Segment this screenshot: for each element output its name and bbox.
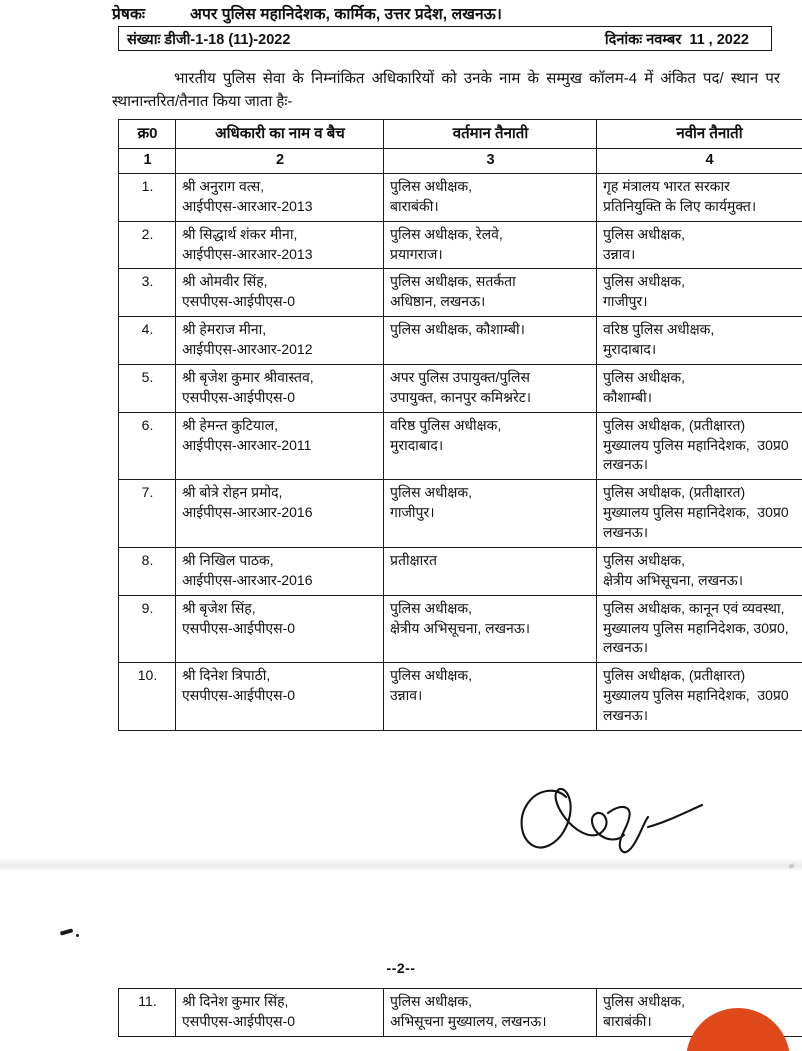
- cell-line: एसपीएस-आईपीएस-0: [182, 388, 296, 405]
- artifact-dot: [76, 934, 79, 937]
- table-row: [119, 173, 802, 221]
- cell-line: पुलिस अधीक्षक, कानून एवं व्यवस्था,: [603, 599, 785, 616]
- cell-line: पुलिस अधीक्षक, कौशाम्बी।: [390, 321, 525, 338]
- cell-line: मुख्यालय पुलिस महानिदेशक, उ0प्र0: [603, 687, 789, 704]
- cell-line: उपायुक्त, कानपुर कमिश्नरेट।: [390, 388, 532, 405]
- cell-line: आईपीएस-आरआर-2013: [182, 245, 313, 262]
- cell-officer-name-batch: [176, 173, 384, 221]
- cell-line: गाजीपुर।: [390, 504, 435, 521]
- table-row: [119, 412, 802, 480]
- cell-line: श्री अनुराग वत्स,: [182, 177, 265, 194]
- cell-line: श्री बृजेश सिंह,: [182, 599, 256, 616]
- cell-line: पुलिस अधीक्षक, (प्रतीक्षारत): [603, 484, 746, 501]
- column-number-2: 2: [176, 149, 384, 174]
- cell-current-posting: [384, 547, 597, 595]
- cell-new-posting: [597, 547, 802, 595]
- cell-serial-number: 8.: [119, 547, 176, 595]
- cell-current-posting: [384, 317, 597, 365]
- cell-new-posting: [597, 412, 802, 480]
- cell-line: मुरादाबाद।: [603, 341, 657, 357]
- cell-line: प्रतीक्षारत: [390, 551, 437, 568]
- cell-line: पुलिस अधीक्षक,: [603, 993, 686, 1009]
- signature-stroke: [512, 779, 748, 865]
- cell-new-posting: [597, 173, 802, 221]
- cell-line: श्री दिनेश त्रिपाठी,: [182, 667, 271, 684]
- artifact-dash: [60, 928, 73, 935]
- cell-line: लखनऊ।: [603, 707, 649, 723]
- cell-line: आईपीएस-आरआर-2016: [182, 504, 313, 521]
- page-break-separator: [0, 858, 802, 872]
- cell-line: कौशाम्बी।: [603, 388, 652, 405]
- cell-line: आईपीएस-आरआर-2016: [182, 571, 313, 588]
- table-header-row: [119, 120, 802, 149]
- cell-line: प्रतिनियुक्ति के लिए कार्यमुक्त।: [603, 197, 757, 214]
- column-number-1: 1: [119, 149, 176, 174]
- cell-officer-name-batch: [176, 412, 384, 480]
- cell-line: अभिसूचना मुख्यालय, लखनऊ।: [390, 1012, 547, 1029]
- table-column-number-row: [119, 149, 802, 174]
- cell-line: पुलिस अधीक्षक,: [390, 484, 473, 501]
- cell-new-posting: [597, 480, 802, 548]
- cell-current-posting: [384, 595, 597, 663]
- cell-current-posting: [384, 412, 597, 480]
- cell-line: श्री बृजेश कुमार श्रीवास्तव,: [182, 368, 314, 385]
- cell-new-posting: [597, 269, 802, 317]
- cell-officer-name-batch: [176, 480, 384, 548]
- cell-officer-name-batch: [176, 317, 384, 365]
- cell-line: प्रयागराज।: [390, 245, 443, 262]
- cell-line: आईपीएस-आरआर-2013: [182, 197, 313, 214]
- cell-line: मुख्यालय पुलिस महानिदेशक, उ0प्र0,: [603, 619, 789, 636]
- cell-new-posting: [597, 364, 802, 412]
- cell-line: लखनऊ।: [603, 639, 649, 656]
- cell-line: वरिष्ठ पुलिस अधीक्षक,: [603, 321, 715, 338]
- cell-line: लखनऊ।: [603, 456, 649, 473]
- scan-artifact-mark: [60, 926, 86, 938]
- cell-line: एसपीएस-आईपीएस-0: [182, 293, 296, 310]
- cell-serial-number: 5.: [119, 364, 176, 412]
- sender-label: प्रेषकः: [112, 6, 146, 23]
- cell-line: पुलिस अधीक्षक,: [603, 551, 686, 568]
- cell-line: श्री ओमवीर सिंह,: [182, 273, 268, 290]
- cell-officer-name-batch: [176, 364, 384, 412]
- cell-serial-number: 2.: [119, 221, 176, 269]
- cell-officer-name-batch: [176, 269, 384, 317]
- cell-current-posting: [384, 364, 597, 412]
- cell-line: पुलिस अधीक्षक,: [390, 177, 473, 194]
- intro-paragraph: भारतीय पुलिस सेवा के निम्नांकित अधिकारियों को उनके नाम के सम्मुख कॉलम-4 में अंकित पद/ स्थान पर स्थानान्तरित/तैनात किया जाता हैः-: [112, 70, 780, 110]
- cell-current-posting: [384, 269, 597, 317]
- reference-number: संख्याः डीजी-1-18 (11)-2022: [127, 31, 291, 48]
- page-number-marker: --2--: [386, 960, 416, 976]
- cell-new-posting: [597, 221, 802, 269]
- table-body: [119, 173, 802, 730]
- cell-line: श्री सिद्धार्थ शंकर मीना,: [182, 225, 298, 242]
- cell-line: बाराबंकी।: [603, 1012, 652, 1029]
- cell-line: गाजीपुर।: [603, 293, 648, 310]
- document-date: दिनांकः नवम्बर 11 , 2022: [604, 31, 749, 48]
- table-row: [119, 547, 802, 595]
- cell-line: अधिष्ठान, लखनऊ।: [390, 293, 486, 310]
- cell-line: पुलिस अधीक्षक,: [390, 599, 473, 616]
- cell-current-posting: [384, 989, 597, 1037]
- cell-line: श्री हेमराज मीना,: [182, 321, 267, 338]
- column-header-serial: क्र0: [119, 120, 176, 149]
- cell-line: गृह मंत्रालय भारत सरकार: [603, 177, 730, 194]
- cell-line: श्री दिनेश कुमार सिंह,: [182, 993, 289, 1009]
- cell-officer-name-batch: [176, 595, 384, 663]
- cell-current-posting: [384, 173, 597, 221]
- cell-current-posting: [384, 480, 597, 548]
- table-row: [119, 480, 802, 548]
- cell-serial-number: 6.: [119, 412, 176, 480]
- cell-serial-number: 1.: [119, 173, 176, 221]
- sender-value: अपर पुलिस महानिदेशक, कार्मिक, उत्तर प्रदेश, लखनऊ।: [190, 6, 502, 23]
- cell-line: आईपीएस-आरआर-2011: [182, 436, 312, 453]
- cell-officer-name-batch: [176, 547, 384, 595]
- cell-new-posting: [597, 663, 802, 731]
- cell-line: पुलिस अधीक्षक, (प्रतीक्षारत): [603, 667, 746, 684]
- cell-line: क्षेत्रीय अभिसूचना, लखनऊ।: [390, 619, 531, 636]
- column-header-current-posting: वर्तमान तैनाती: [384, 120, 597, 149]
- cell-serial-number: 3.: [119, 269, 176, 317]
- transfer-postings-table: [118, 119, 802, 731]
- cell-line: श्री निखिल पाठक,: [182, 551, 274, 568]
- cell-line: एसपीएस-आईपीएस-0: [182, 687, 296, 704]
- cell-current-posting: [384, 221, 597, 269]
- cell-line: मुख्यालय पुलिस महानिदेशक, उ0प्र0: [603, 504, 789, 521]
- cell-serial-number: 11.: [119, 989, 176, 1037]
- cell-line: पुलिस अधीक्षक,: [603, 225, 686, 242]
- cell-line: आईपीएस-आरआर-2012: [182, 341, 313, 357]
- table-row: [119, 595, 802, 663]
- reference-number-date-box: [118, 26, 772, 51]
- cell-new-posting: [597, 595, 802, 663]
- cell-new-posting: [597, 317, 802, 365]
- cell-line: पुलिस अधीक्षक, सतर्कता: [390, 273, 516, 290]
- cell-line: मुख्यालय पुलिस महानिदेशक, उ0प्र0: [603, 436, 789, 453]
- cell-serial-number: 7.: [119, 480, 176, 548]
- cell-line: एसपीएस-आईपीएस-0: [182, 1012, 296, 1029]
- column-header-officer-name-batch: अधिकारी का नाम व बैच: [176, 120, 384, 149]
- cell-line: क्षेत्रीय अभिसूचना, लखनऊ।: [603, 571, 744, 588]
- cell-officer-name-batch: [176, 989, 384, 1037]
- cell-current-posting: [384, 663, 597, 731]
- cell-line: लखनऊ।: [603, 524, 649, 540]
- cell-line: मुरादाबाद।: [390, 436, 444, 453]
- cell-line: उन्नाव।: [603, 245, 636, 262]
- cell-serial-number: 9.: [119, 595, 176, 663]
- column-number-4: 4: [597, 149, 802, 174]
- table-row: [119, 663, 802, 731]
- cell-line: बाराबंकी।: [390, 197, 439, 214]
- table-row: [119, 269, 802, 317]
- cell-line: एसपीएस-आईपीएस-0: [182, 619, 296, 636]
- table-head: [119, 120, 802, 174]
- cell-line: पुलिस अधीक्षक, रेलवे,: [390, 225, 503, 242]
- signature-image: [512, 779, 748, 865]
- cell-line: पुलिस अधीक्षक,: [603, 368, 686, 385]
- cell-line: श्री बोत्रे रोहन प्रमोद,: [182, 484, 283, 501]
- table-row: [119, 221, 802, 269]
- column-header-new-posting: नवीन तैनाती: [597, 120, 802, 149]
- cell-line: वरिष्ठ पुलिस अधीक्षक,: [390, 416, 502, 433]
- table-row: [119, 364, 802, 412]
- cell-line: पुलिस अधीक्षक,: [390, 993, 473, 1009]
- table-row: [119, 317, 802, 365]
- sender-line: [112, 2, 782, 24]
- cell-serial-number: 4.: [119, 317, 176, 365]
- cell-line: पुलिस अधीक्षक,: [390, 667, 473, 684]
- column-number-3: 3: [384, 149, 597, 174]
- cell-officer-name-batch: [176, 663, 384, 731]
- cell-line: उन्नाव।: [390, 687, 423, 704]
- cell-line: अपर पुलिस उपायुक्त/पुलिस: [390, 368, 530, 385]
- cell-line: श्री हेमन्त कुटियाल,: [182, 416, 278, 433]
- cell-line: पुलिस अधीक्षक,: [603, 273, 686, 290]
- cell-line: पुलिस अधीक्षक, (प्रतीक्षारत): [603, 416, 746, 433]
- cell-serial-number: 10.: [119, 663, 176, 731]
- cell-officer-name-batch: [176, 221, 384, 269]
